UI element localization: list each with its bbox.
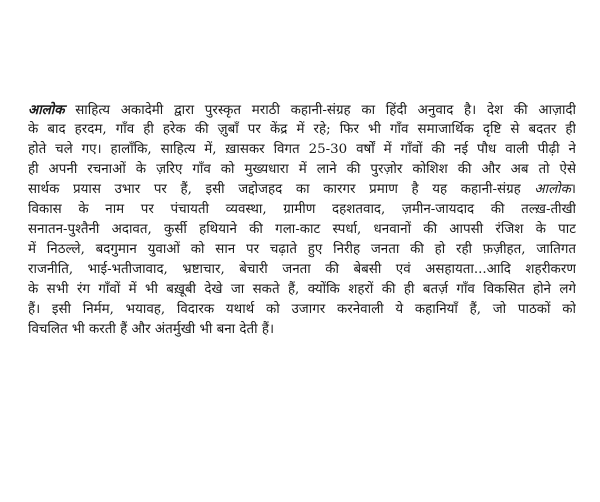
book-title: आलोक	[28, 102, 65, 118]
text-line-5-body: सार्थक प्रयास उभार पर हैं, इसी जद्दोजहद का कारगर प्रमाण है यह कहानी-संग्रह	[28, 182, 535, 197]
book-title-inline: आलोक	[534, 182, 571, 197]
text-line-8: में निठल्ले, बदगुमान युवाओं को सान पर चढ़ाते हुए निरीह जनता की हो रही फ़ज़ीहत, जातिगत	[28, 242, 576, 257]
text-line-11: हैं। इसी निर्मम, भयावह, विदारक यथार्थ को उजागर करनेवाली ये कहानियाँ हैं, जो पाठकों को	[28, 302, 576, 317]
text-line-7: सनातन-पुश्तैनी अदावत, कुर्सी हथियाने की गला-काट स्पर्धा, धनवानों की आपसी रंजिश के पाट	[28, 222, 576, 237]
text-line-12: विचलित भी करती हैं और अंतर्मुखी भी बना देती हैं।	[28, 322, 275, 337]
text-line-5	[28, 180, 576, 200]
text-line-3: होते चले गए। हालाँकि, साहित्य में, ख़ासकर विगत 25-30 वर्षों में गाँवों की नई पौध वाली पीढ़ी ने	[28, 142, 576, 157]
text-line-6: विकास के नाम पर पंचायती व्यवस्था, ग्रामीण दहशतवाद, ज़मीन-जायदाद की तल्ख़-तीखी	[28, 202, 576, 217]
text-line-1	[28, 100, 576, 120]
text-line-9: राजनीति, भाई-भतीजावाद, भ्रष्टाचार, बेचारी जनता की बेबसी एवं असहायता...आदि शहरीकरण	[28, 262, 576, 277]
text-line-4: ही अपनी रचनाओं के ज़रिए गाँव को मुख्यधारा में लाने की पुरज़ोर कोशिश की और अब तो ऐसे	[28, 162, 576, 177]
text-line-2: के बाद हरदम, गाँव ही हरेक की ज़ुबाँ पर केंद्र में रहे; फिर भी गाँव समाजार्थिक दृष्टि से बदतर ही	[28, 122, 576, 137]
text-line-10: के सभी रंग गाँवों में भी बख़ूबी देखे जा सकते हैं, क्योंकि शहरों की ही बतर्ज़ गाँव विकसित होने लगे	[28, 282, 576, 297]
text-line-5-end: ।	[570, 182, 576, 197]
text-line-1-body: साहित्य अकादेमी द्वारा पुरस्कृत मराठी कहानी-संग्रह का हिंदी अनुवाद है। देश की आज़ादी	[64, 103, 576, 118]
book-blurb	[28, 100, 576, 340]
